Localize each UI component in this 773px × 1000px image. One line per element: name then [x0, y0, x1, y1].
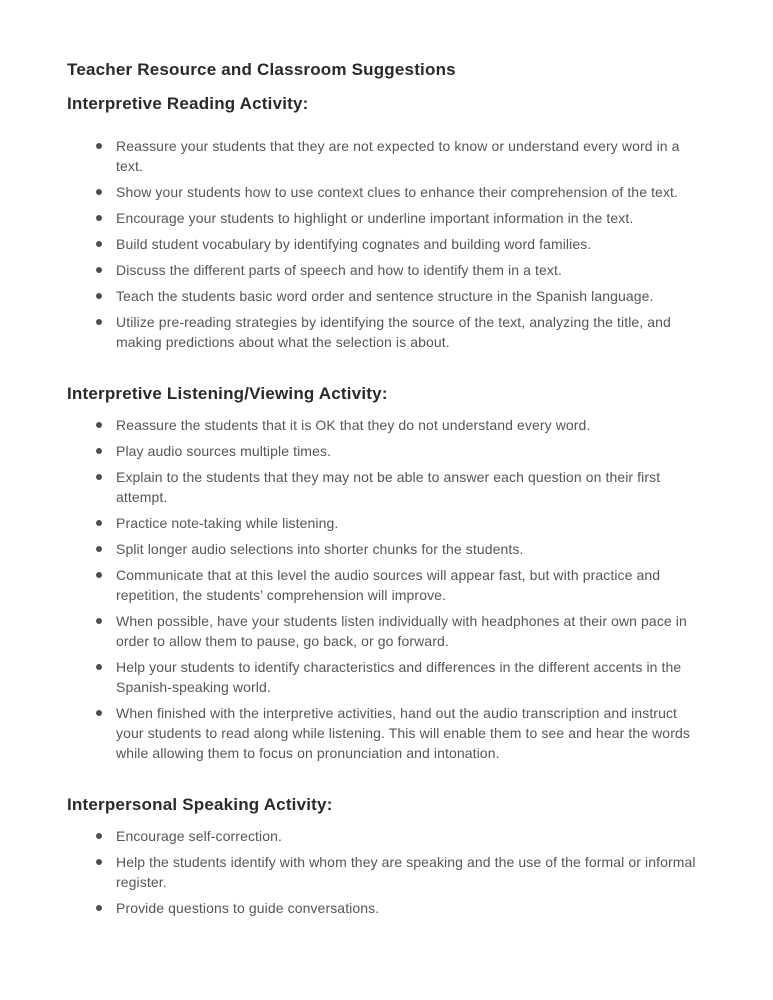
bullet-icon: [96, 293, 102, 299]
bullet-icon: [96, 833, 102, 839]
bullet-icon: [96, 319, 102, 325]
bullet-icon: [96, 448, 102, 454]
list-item-text: Utilize pre-reading strategies by identifying the source of the text, analyzing the title, and making predictions about what the selection is about.: [116, 314, 671, 350]
list-item: [67, 826, 713, 846]
list-item: [67, 852, 713, 892]
list-item-text: Help your students to identify characteristics and differences in the different accents in the Spanish-speaking world.: [116, 659, 682, 695]
section-heading: Interpersonal Speaking Activity:: [67, 795, 333, 814]
bullet-icon: [96, 710, 102, 716]
bullet-icon: [96, 267, 102, 273]
list-item: [67, 260, 713, 280]
bullet-icon: [96, 664, 102, 670]
bullet-icon: [96, 422, 102, 428]
list-item: [67, 565, 713, 605]
list-item-text: Encourage your students to highlight or underline important information in the text.: [116, 210, 634, 226]
list-item-text: Reassure your students that they are not expected to know or understand every word in a text.: [116, 138, 680, 174]
bullet-icon: [96, 474, 102, 480]
bullet-icon: [96, 241, 102, 247]
bullet-icon: [96, 905, 102, 911]
list-item-text: Build student vocabulary by identifying cognates and building word families.: [116, 236, 592, 252]
bullet-icon: [96, 143, 102, 149]
list-item-text: Practice note-taking while listening.: [116, 515, 339, 531]
bullet-icon: [96, 859, 102, 865]
section-heading: Interpretive Listening/Viewing Activity:: [67, 384, 388, 403]
list-item-text: Discuss the different parts of speech and how to identify them in a text.: [116, 262, 562, 278]
bullet-icon: [96, 546, 102, 552]
list-item: [67, 513, 713, 533]
page-title: Teacher Resource and Classroom Suggestions: [67, 60, 456, 79]
list-item-text: Play audio sources multiple times.: [116, 443, 332, 459]
list-item: [67, 611, 713, 651]
list-item: [67, 898, 713, 918]
bullet-icon: [96, 189, 102, 195]
list-item: [67, 182, 713, 202]
list-item: [67, 208, 713, 228]
list-item-text: When finished with the interpretive activities, hand out the audio transcription and instruct your students to read along while listening. This will enable them to see and hear the words while allowing them to focus on pronunciation and intonation.: [116, 705, 690, 761]
list-item: [67, 539, 713, 559]
list-item-text: Split longer audio selections into shorter chunks for the students.: [116, 541, 524, 557]
list-item: [67, 286, 713, 306]
list-item-text: When possible, have your students listen individually with headphones at their own pace in order to allow them to pause, go back, or go forward.: [116, 613, 687, 649]
list-item: [67, 657, 713, 697]
list-item: [67, 312, 713, 352]
list-item-text: Explain to the students that they may not be able to answer each question on their first attempt.: [116, 469, 661, 505]
list-item-text: Provide questions to guide conversations.: [116, 900, 380, 916]
bullet-icon: [96, 215, 102, 221]
list-item-text: Help the students identify with whom they are speaking and the use of the formal or informal register.: [116, 854, 696, 890]
bullet-list: [67, 415, 713, 763]
bullet-icon: [96, 572, 102, 578]
list-item: [67, 234, 713, 254]
list-item-text: Communicate that at this level the audio sources will appear fast, but with practice and repetition, the students’ comprehension will improve.: [116, 567, 661, 603]
bullet-icon: [96, 618, 102, 624]
list-item-text: Reassure the students that it is OK that they do not understand every word.: [116, 417, 591, 433]
bullet-list: [67, 125, 713, 352]
list-item-text: Teach the students basic word order and sentence structure in the Spanish language.: [116, 288, 654, 304]
section-heading: Interpretive Reading Activity:: [67, 94, 309, 113]
list-item-text: Encourage self-correction.: [116, 828, 283, 844]
activity-section: [67, 794, 713, 918]
list-item-text: Show your students how to use context clues to enhance their comprehension of the text.: [116, 184, 679, 200]
list-item: [67, 467, 713, 507]
list-item: [67, 415, 713, 435]
activity-section: [67, 93, 713, 352]
activity-section: [67, 383, 713, 763]
sections-container: [67, 93, 713, 918]
list-item: [67, 136, 713, 176]
list-item: [67, 441, 713, 461]
list-item: [67, 703, 713, 763]
bullet-list: [67, 826, 713, 918]
bullet-icon: [96, 520, 102, 526]
